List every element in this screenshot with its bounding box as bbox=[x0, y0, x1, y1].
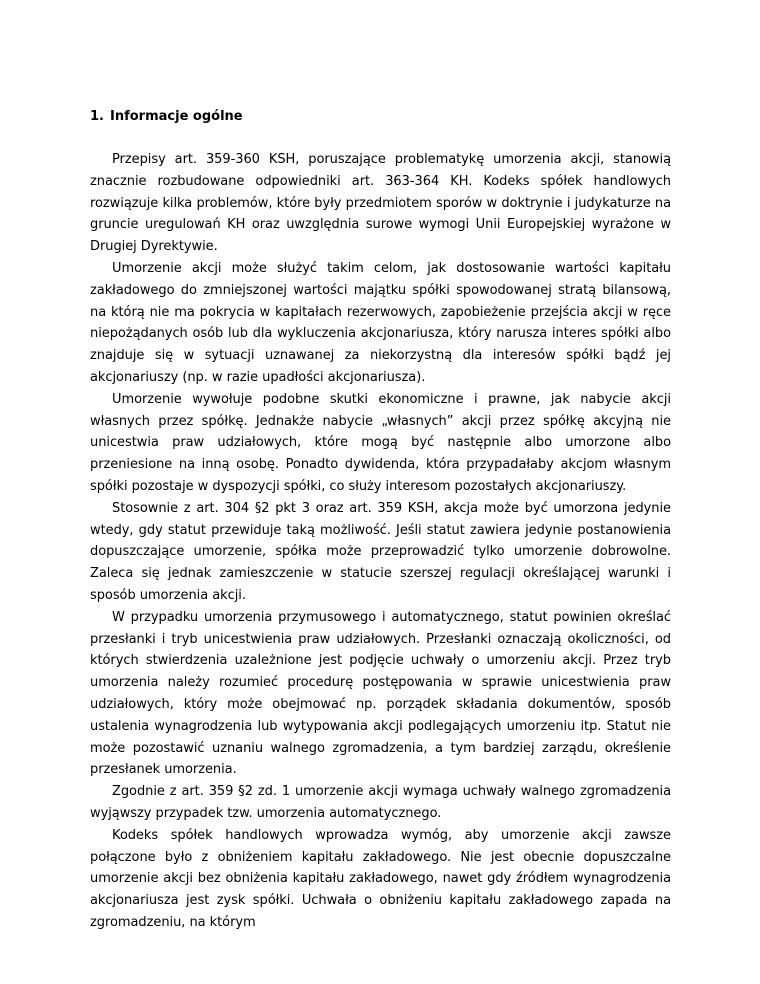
document-page bbox=[90, 108, 671, 934]
paragraph: Umorzenie akcji może służyć takim celom, jak dostosowanie wartości kapitału zakładowego do zmniejszonej wartości majątku spółki spowodowanej stratą bilansową, na którą nie ma pokrycia w kapitałach rezerwowych, zapobieżenie przejścia akcji w ręce niepożądanych osób lub dla wykluczenia akcjonariusza, który narusza interes spółki albo znajduje się w sytuacji uznawanej za niekorzystną dla interesów spółki bądź jej akcjonariuszy (np. w razie upadłości akcjonariusza). bbox=[90, 260, 671, 385]
paragraph: W przypadku umorzenia przymusowego i automatycznego, statut powinien określać przesłanki i tryb unicestwienia praw udziałowych. Przesłanki oznaczają okoliczności, od których stwierdzenia uzależnione jest podjęcie uchwały o umorzeniu akcji. Przez tryb umorzenia należy rozumieć procedurę postępowania w sprawie unicestwienia praw udziałowych, który może obejmować np. porządek składania dokumentów, sposób ustalenia wynagrodzenia lub wytypowania akcji podlegających umorzeniu itp. Statut nie może pozostawić uznaniu walnego zgromadzenia, a tym bardziej zarządu, określenie przesłanek umorzenia. bbox=[90, 609, 671, 778]
section-number: 1. bbox=[90, 109, 104, 124]
paragraph: Stosownie z art. 304 §2 pkt 3 oraz art. 359 KSH, akcja może być umorzona jedynie wtedy, gdy statut przewiduje taką możliwość. Jeśli statut zawiera jedynie postanowienia dopuszczające umorzenie, spółka może przeprowadzić tylko umorzenie dobrowolne. Zaleca się jednak zamieszczenie w statucie szerszej regulacji określającej warunki i sposób umorzenia akcji. bbox=[90, 500, 671, 603]
paragraph: Kodeks spółek handlowych wprowadza wymóg, aby umorzenie akcji zawsze połączone było z obniżeniem kapitału zakładowego. Nie jest obecnie dopuszczalne umorzenie akcji bez obniżenia kapitału zakładowego, nawet gdy źródłem wynagrodzenia akcjonariusza jest zysk spółki. Uchwała o obniżeniu kapitału zakładowego zapada na zgromadzeniu, na którym bbox=[90, 827, 671, 930]
section-title: Informacje ogólne bbox=[110, 109, 243, 124]
paragraph: Zgodnie z art. 359 §2 zd. 1 umorzenie akcji wymaga uchwały walnego zgromadzenia wyjąwszy przypadek tzw. umorzenia automatycznego. bbox=[90, 784, 671, 821]
paragraph: Przepisy art. 359-360 KSH, poruszające problematykę umorzenia akcji, stanowią znacznie rozbudowane odpowiedniki art. 363-364 KH. Kodeks spółek handlowych rozwiązuje kilka problemów, które były przedmiotem sporów w doktrynie i judykaturze na gruncie uregulowań KH oraz uwzględnia surowe wymogi Unii Europejskiej wyrażone w Drugiej Dyrektywie. bbox=[90, 152, 671, 255]
paragraph: Umorzenie wywołuje podobne skutki ekonomiczne i prawne, jak nabycie akcji własnych przez spółkę. Jednakże nabycie „własnych” akcji przez spółkę akcyjną nie unicestwia praw udziałowych, które mogą być następnie albo umorzone albo przeniesione na inną osobę. Ponadto dywidenda, która przypadałaby akcjom własnym spółki pozostaje w dyspozycji spółki, co służy interesom pozostałych akcjonariuszy. bbox=[90, 391, 671, 494]
section-heading bbox=[90, 108, 671, 126]
